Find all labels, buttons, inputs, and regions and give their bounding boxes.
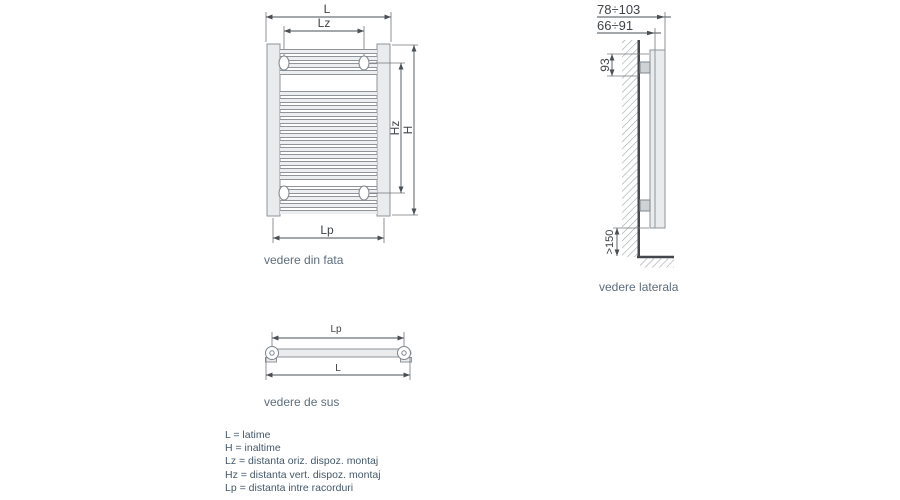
dim-label-Lp: Lp	[330, 324, 342, 335]
dim-label-78-103: 78÷103	[597, 2, 641, 17]
left-collector	[267, 44, 280, 216]
mount-point-bottom-right	[359, 186, 369, 200]
top-dim-connections	[272, 324, 404, 348]
wall-bracket-bottom	[640, 200, 650, 211]
wall-bracket-top	[640, 62, 650, 73]
top-view-caption: vedere de sus	[264, 395, 340, 409]
front-dim-connections	[273, 218, 384, 243]
mount-point-top-left	[279, 56, 289, 70]
radiator-front	[267, 44, 390, 216]
legend-item-L: L = latime	[225, 429, 271, 441]
radiator-profile	[650, 50, 665, 228]
top-dim-width	[266, 357, 410, 380]
legend	[225, 429, 381, 495]
dim-label-93: 93	[598, 58, 612, 72]
connection-left	[266, 347, 279, 360]
side-view	[597, 2, 674, 268]
dim-label-L: L	[323, 2, 331, 16]
radiator-top	[266, 347, 412, 363]
front-view-caption: vedere din fata	[264, 253, 344, 267]
tube-body	[266, 349, 411, 357]
legend-item-Hz: Hz = distanta vert. dispoz. montaj	[225, 468, 381, 481]
legend-item-Lp: Lp = distanta intre racorduri	[225, 481, 354, 494]
connection-right	[398, 347, 411, 360]
dim-label-150: >150	[604, 229, 616, 255]
arrowhead	[647, 31, 655, 35]
dim-label-Lp: Lp	[320, 223, 334, 237]
front-view	[266, 2, 418, 243]
arrowhead	[657, 15, 665, 19]
floor-hatch	[640, 259, 674, 268]
dim-label-H: H	[401, 125, 415, 135]
dim-label-66-91: 66÷91	[597, 18, 634, 33]
legend-item-Lz: Lz = distanta oriz. dispoz. montaj	[225, 455, 379, 468]
top-view	[266, 324, 412, 380]
radiator-side	[640, 50, 665, 228]
legend-item-H: H = inaltime	[225, 442, 281, 455]
dim-label-L: L	[335, 363, 341, 374]
wall-hatch	[622, 40, 638, 257]
dim-label-Hz: Hz	[388, 120, 402, 136]
mount-point-top-right	[359, 56, 369, 70]
side-view-caption: vedere laterala	[599, 280, 679, 294]
dim-label-Lz: Lz	[317, 16, 331, 30]
tube-group-middle	[280, 91, 377, 182]
mount-point-bottom-left	[279, 186, 289, 200]
